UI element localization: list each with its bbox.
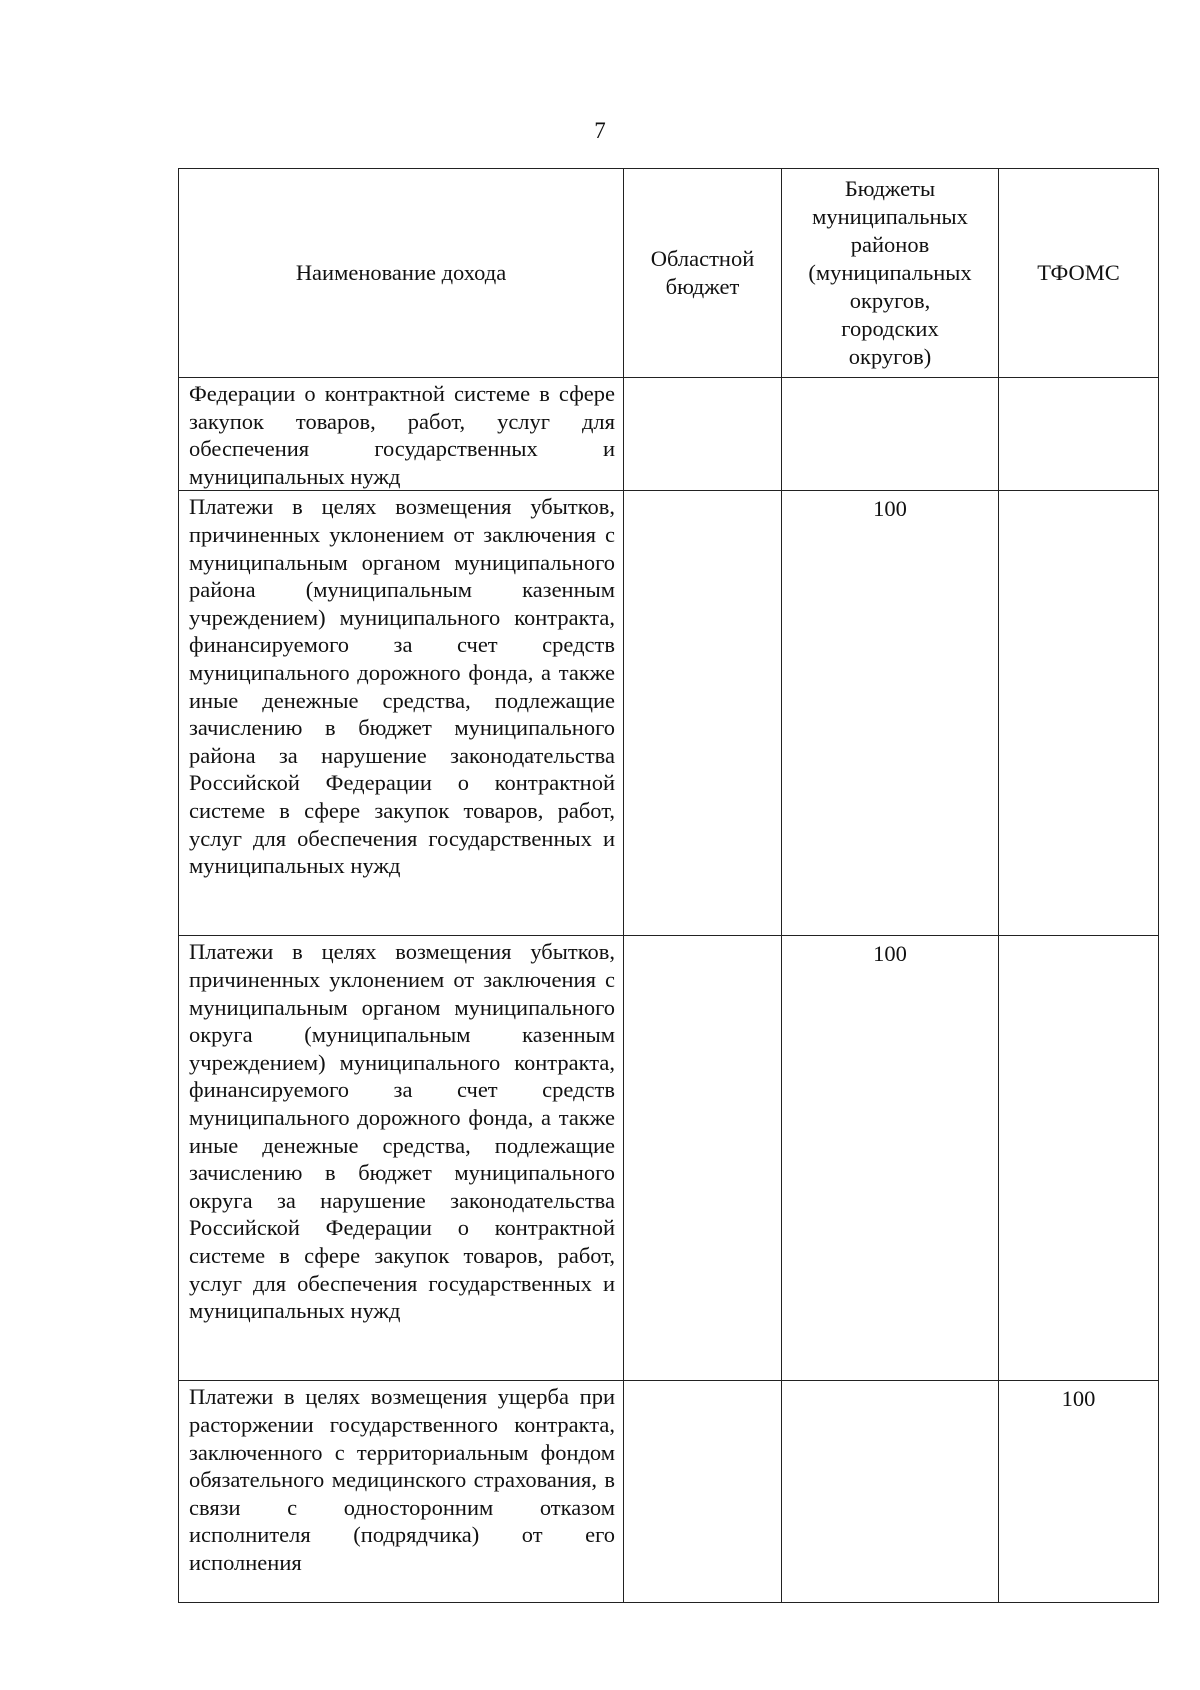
income-name-cell: Платежи в целях возмещения убытков, причиненных уклонением от заключения с муниципальным органом муниципального района (муниципальным казенным учреждением) муниципального контракта, финансируемого за счет средств муниципального дорожного фонда, а также иные денежные средства, подлежащие зачислению в бюджет муниципального района за нарушение законодательства Российской Федерации о контрактной системе в сфере закупок товаров, работ, услуг для обеспечения государственных и муниципальных нужд — [179, 491, 624, 936]
income-name-cell: Федерации о контрактной системе в сфере закупок товаров, работ, услуг для обеспечения государственных и муниципальных нужд — [179, 378, 624, 491]
municipal-budgets-cell — [782, 378, 999, 491]
tfoms-cell — [999, 491, 1159, 936]
income-distribution-table — [178, 168, 1159, 1603]
table-row — [179, 1381, 1159, 1603]
header-row — [179, 169, 1159, 378]
municipal-budgets-cell: 100 — [782, 491, 999, 936]
header-line: Областной — [650, 246, 755, 271]
municipal-budgets-cell: 100 — [782, 936, 999, 1381]
header-line: бюджет — [665, 274, 740, 299]
header-municipal-budgets-text — [788, 175, 992, 371]
header-regional-budget-text — [630, 245, 775, 301]
header-line: районов — [850, 232, 930, 257]
tfoms-cell — [999, 936, 1159, 1381]
table-body — [179, 378, 1159, 1603]
header-regional-budget — [624, 169, 782, 378]
table-row — [179, 936, 1159, 1381]
table-header — [179, 169, 1159, 378]
tfoms-cell — [999, 378, 1159, 491]
page-number: 7 — [594, 118, 606, 143]
header-line: (муниципальных — [808, 260, 972, 285]
tfoms-cell: 100 — [999, 1381, 1159, 1603]
regional-budget-cell — [624, 378, 782, 491]
table-row — [179, 491, 1159, 936]
table-row — [179, 378, 1159, 491]
header-line: округов, — [849, 288, 931, 313]
income-name-cell: Платежи в целях возмещения убытков, причиненных уклонением от заключения с муниципальным органом муниципального округа (муниципальным казенным учреждением) муниципального контракта, финансируемого за счет средств муниципального дорожного фонда, а также иные денежные средства, подлежащие зачислению в бюджет муниципального округа за нарушение законодательства Российской Федерации о контрактной системе в сфере закупок товаров, работ, услуг для обеспечения государственных и муниципальных нужд — [179, 936, 624, 1381]
header-tfoms: ТФОМС — [999, 169, 1159, 378]
income-name-cell: Платежи в целях возмещения ущерба при расторжении государственного контракта, заключенного с территориальным фондом обязательного медицинского страхования, в связи с односторонним отказом исполнителя (подрядчика) от его исполнения — [179, 1381, 624, 1603]
header-income-name: Наименование дохода — [179, 169, 624, 378]
header-municipal-budgets — [782, 169, 999, 378]
header-line: городских — [841, 316, 939, 341]
header-line: округов) — [848, 344, 932, 369]
regional-budget-cell — [624, 491, 782, 936]
regional-budget-cell — [624, 1381, 782, 1603]
header-line: муниципальных — [812, 204, 968, 229]
municipal-budgets-cell — [782, 1381, 999, 1603]
header-line: Бюджеты — [844, 176, 936, 201]
regional-budget-cell — [624, 936, 782, 1381]
